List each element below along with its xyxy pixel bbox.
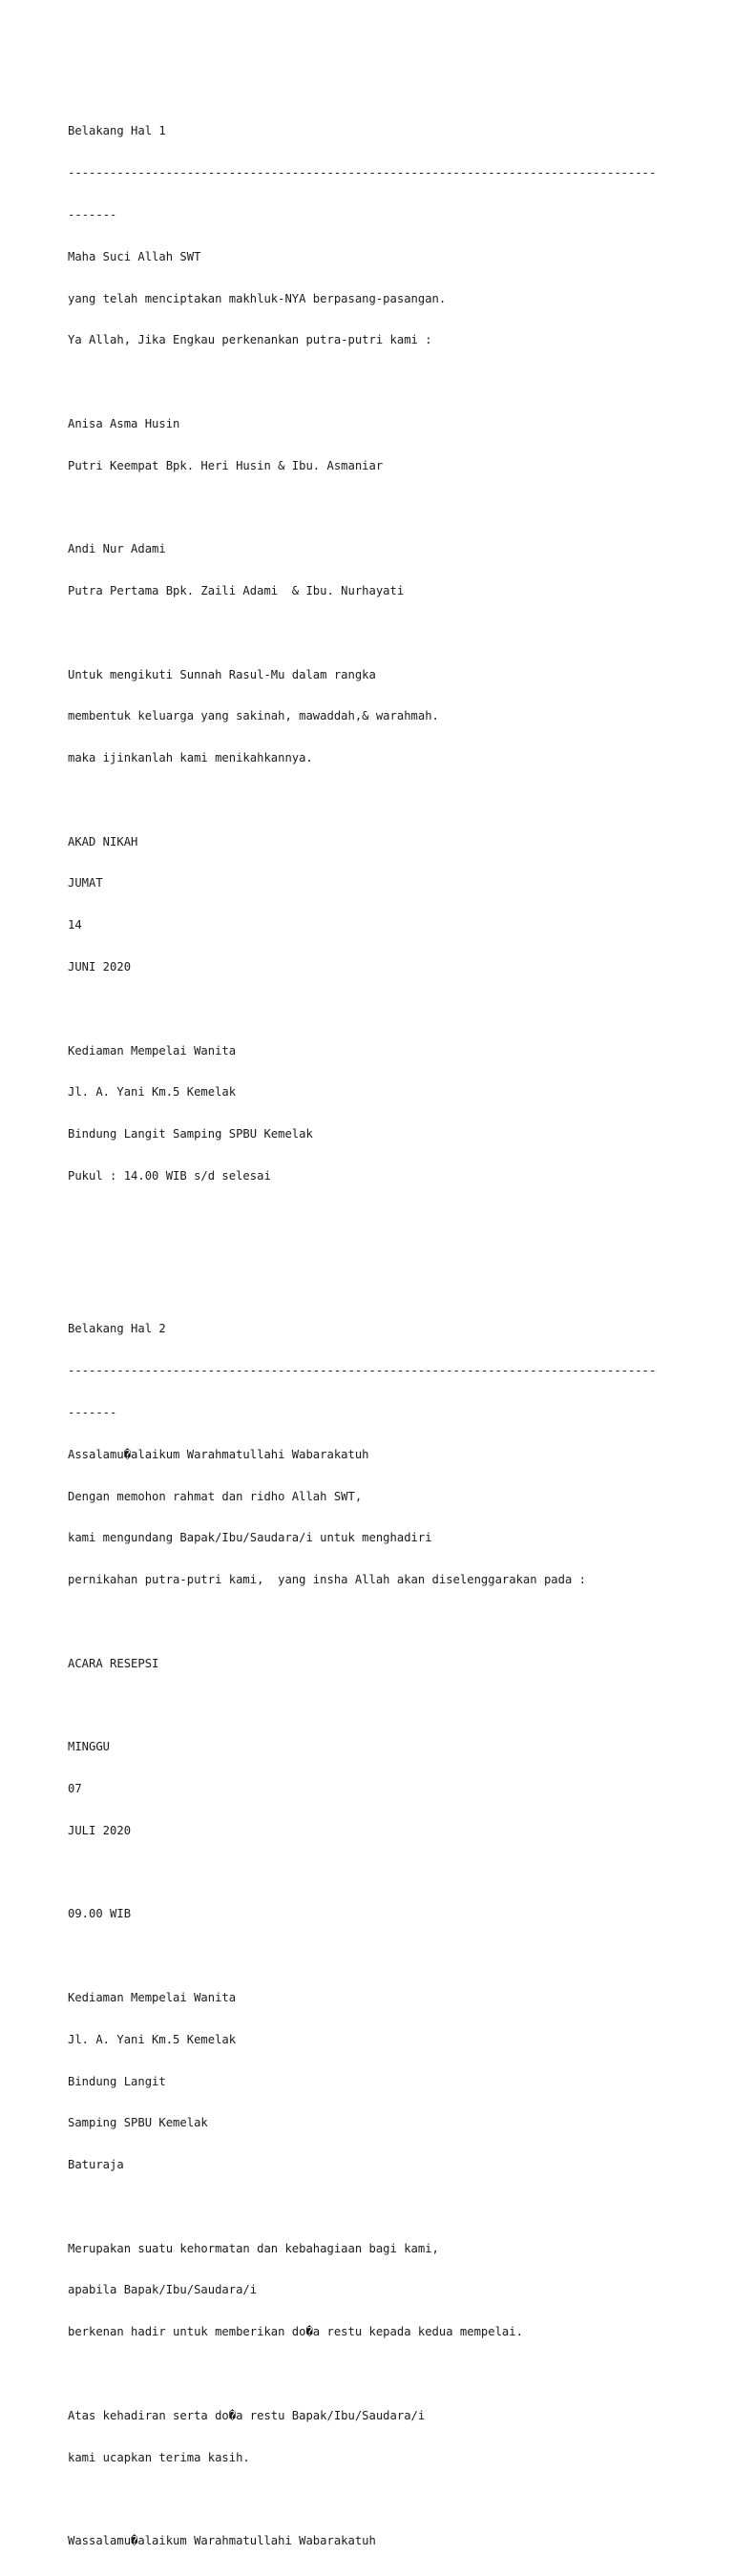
resepsi-day: MINGGU [68,1740,111,1754]
section1-sunnah-line: membentuk keluarga yang sakinah, mawaddah,& warahmah. [68,709,439,723]
akad-month-year: JUNI 2020 [68,960,132,974]
blank-line [68,1698,679,1712]
closing-salam: Wassalamu�alaikum Warahmatullahi Wabarakatuh [68,2534,376,2548]
bride-parents: Putri Keempat Bpk. Heri Husin & Ibu. Asmaniar [68,458,384,472]
akad-venue-line: Jl. A. Yani Km.5 Kemelak [68,1085,237,1100]
resepsi-venue-line: Baturaja [68,2158,124,2172]
section2-opening-line: Dengan memohon rahmat dan ridho Allah SWT, [68,1489,363,1503]
resepsi-month-year: JULI 2020 [68,1823,132,1837]
blank-line [68,2492,679,2506]
thanks-line: kami ucapkan terima kasih. [68,2450,250,2464]
resepsi-venue-line: Kediaman Mempelai Wanita [68,1990,237,2004]
section2-heading: Belakang Hal 2 [68,1322,166,1336]
section1-rule-line-2: ------- [68,207,117,221]
thanks-line: Atas kehadiran serta do�a restu Bapak/Ibu/Saudara/i [68,2408,426,2422]
section1-sunnah-line: Untuk mengikuti Sunnah Rasul-Mu dalam rangka [68,667,376,681]
section2-opening-line: Assalamu�alaikum Warahmatullahi Wabarakatuh [68,1447,369,1461]
section1-rule-line-1: ------------------------------------------------------------------------------------ [68,166,657,180]
blank-line [68,375,679,389]
blank-line [68,500,679,514]
section1-opening-line: Ya Allah, Jika Engkau perkenankan putra-putri kami : [68,333,432,347]
blank-line [68,626,679,640]
closing-line: berkenan hadir untuk memberikan do�a restu kepada kedua mempelai. [68,2325,523,2339]
section-gap [68,1225,679,1267]
resepsi-time: 09.00 WIB [68,1907,132,1921]
section1-opening-line: Maha Suci Allah SWT [68,249,201,263]
resepsi-venue-line: Samping SPBU Kemelak [68,2116,208,2130]
resepsi-date: 07 [68,1782,82,1796]
blank-line [68,1949,679,1963]
blank-line [68,1615,679,1629]
akad-venue-line: Bindung Langit Samping SPBU Kemelak [68,1127,313,1141]
document-page [68,69,679,2576]
section2-rule-line-2: ------- [68,1406,117,1420]
section2-rule-line-1: ------------------------------------------------------------------------------------ [68,1364,657,1378]
groom-parents: Putra Pertama Bpk. Zaili Adami & Ibu. Nurhayati [68,583,405,597]
akad-time-line: Pukul : 14.00 WIB s/d selesai [68,1168,271,1183]
blank-line [68,2200,679,2214]
akad-title: AKAD NIKAH [68,834,138,848]
resepsi-venue-line: Bindung Langit [68,2074,166,2088]
section1-heading: Belakang Hal 1 [68,124,166,138]
section2-opening-line: kami mengundang Bapak/Ibu/Saudara/i untuk menghadiri [68,1531,432,1545]
akad-date: 14 [68,918,82,932]
blank-line [68,2367,679,2381]
section1-sunnah-line: maka ijinkanlah kami menikahkannya. [68,751,313,765]
blank-line [68,1002,679,1016]
resepsi-venue-line: Jl. A. Yani Km.5 Kemelak [68,2032,237,2046]
closing-line: Merupakan suatu kehormatan dan kebahagiaan bagi kami, [68,2241,439,2255]
bride-name: Anisa Asma Husin [68,416,180,430]
blank-line [68,1866,679,1880]
akad-venue-line: Kediaman Mempelai Wanita [68,1043,237,1058]
section1-opening-line: yang telah menciptakan makhluk-NYA berpasang-pasangan. [68,291,447,305]
closing-line: apabila Bapak/Ibu/Saudara/i [68,2283,258,2297]
blank-line [68,793,679,807]
akad-day: JUMAT [68,876,103,890]
resepsi-title: ACARA RESEPSI [68,1656,159,1670]
groom-name: Andi Nur Adami [68,542,166,556]
section2-opening-line: pernikahan putra-putri kami, yang insha Allah akan diselenggarakan pada : [68,1573,586,1587]
